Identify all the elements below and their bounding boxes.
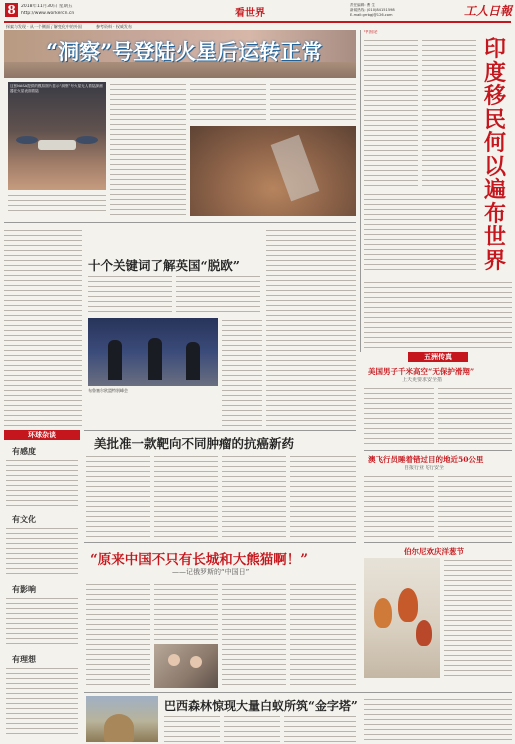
india-title-char: 以: [483, 153, 506, 180]
random-divider: [364, 542, 512, 543]
child-head-shape: [168, 654, 180, 666]
india-title-char: 世: [483, 224, 506, 250]
china-quote-subtitle: ——记俄罗斯的“中国日”: [172, 568, 250, 576]
cancer-col-3: [222, 454, 286, 538]
random-item-title: 澳飞行员睡着错过目的地近50公里: [368, 455, 484, 464]
sidebar-item-body: [6, 666, 78, 738]
quote-col-1: [86, 582, 150, 688]
right-col-divider: [360, 30, 361, 352]
cancer-col-4: [290, 454, 356, 538]
site-url[interactable]: http://www.workercn.cn: [21, 11, 75, 16]
onion-festival-photo: [364, 558, 440, 678]
quote-col-3: [222, 582, 286, 688]
brexit-intro-col: [4, 228, 82, 426]
main-story: [4, 30, 356, 220]
india-col-2: [422, 38, 476, 188]
bottom-col-1: [164, 714, 220, 742]
random-divider: [364, 450, 512, 451]
speaker-figure-shape: [108, 340, 122, 380]
sidebar-item-title: 有理想: [12, 654, 36, 664]
sidebar-item-body: [6, 596, 78, 648]
sidebar-item-body: [6, 526, 78, 578]
lander-photo-caption: 这张NASA提供的模拟图片显示“洞察”号火星无人着陆探测器在火星表面着陆: [10, 84, 103, 93]
india-title-char: 布: [483, 200, 506, 227]
cancer-col-2: [154, 454, 218, 538]
top-strip-right: 参考资料 · 权威发布: [96, 24, 132, 29]
china-quote-title: “原来中国不只有长城和大熊猫啊！”: [90, 552, 309, 568]
random-item-body: [438, 474, 512, 538]
page-header: [0, 0, 515, 20]
india-col-label: 中国论: [364, 30, 378, 35]
random-item-title: 伯尔尼欢庆洋葱节: [404, 547, 464, 556]
random-item-title: 美国男子千米高空“无保护滑翔”: [368, 367, 475, 376]
random-item-body: [444, 558, 512, 678]
bottom-title: 巴西森林惊现大量白蚁所筑“金字塔”: [164, 699, 358, 713]
random-header: 五洲传真: [408, 352, 468, 362]
speaker-figure-shape: [148, 338, 162, 380]
india-title-char: 印: [483, 36, 506, 62]
main-story-col-2: [190, 82, 266, 122]
masthead-logo: 工人日報: [463, 4, 512, 18]
india-title-char: 民: [483, 106, 506, 133]
sidebar-item-title: 有文化: [12, 514, 36, 524]
editor-line: 责任编辑: 曹 生: [350, 3, 376, 7]
onion-figure-shape: [398, 588, 418, 622]
termite-mound-photo: [86, 696, 158, 742]
eu-summit-caption: 布鲁塞尔欧盟特别峰会: [88, 388, 128, 393]
page-number: 8: [5, 3, 18, 17]
random-item-subtitle: 上天更要求安全措: [402, 377, 443, 383]
brexit-col-2: [88, 274, 172, 314]
solar-panel-left-shape: [16, 136, 38, 144]
india-title-char: 移: [483, 83, 506, 109]
lander-body-shape: [38, 140, 76, 150]
lander-arm-shape: [271, 135, 320, 202]
issue-date: 2018年11月30日 星期五: [21, 4, 73, 9]
random-news: [364, 352, 512, 680]
sidebar-item-title: 有感度: [12, 446, 36, 456]
india-vertical-title: [480, 38, 510, 274]
hotline: 新闻热线: (010)84151598: [350, 8, 395, 12]
india-title-char: 何: [483, 130, 506, 156]
section-title: 看世界: [235, 8, 265, 19]
sidebar-item-title: 有影响: [12, 584, 36, 594]
brexit-col-3: [176, 274, 260, 314]
random-item-subtitle: 自报行业飞行安全: [404, 465, 445, 471]
bottom-top-rule: [84, 692, 512, 693]
india-article: [364, 30, 512, 352]
sidebar-header: 环球杂谈: [4, 430, 80, 440]
mars-surface-photo: [190, 126, 356, 216]
solar-panel-right-shape: [76, 136, 98, 144]
sidebar-item-body: [6, 458, 78, 508]
brexit-col-5: [222, 318, 262, 426]
bottom-col-2: [224, 714, 280, 742]
random-item-body: [364, 474, 434, 538]
header-rule: [4, 21, 511, 23]
lander-illustration: [8, 82, 106, 190]
india-col-4: [364, 280, 512, 352]
brexit-col-4: [266, 228, 356, 426]
quote-top-rule: [84, 542, 356, 543]
brexit-title: 十个关键词了解英国“脱欧”: [88, 258, 240, 273]
eu-summit-photo: [88, 318, 218, 386]
main-story-title: “洞察”号登陆火星后运转正常: [46, 39, 323, 64]
random-item-body: [438, 386, 512, 446]
top-strip-left: 探索与发现 · 从一个侧面了解变化中的外国: [6, 24, 82, 29]
contact-email[interactable]: E-mail:grrbgj@126.com: [350, 13, 393, 17]
cancer-title: 美批准一款靶向不同肿瘤的抗癌新药: [94, 436, 295, 451]
speaker-figure-shape: [186, 342, 200, 380]
bottom-col-3: [284, 714, 356, 742]
main-story-col-1: [110, 82, 186, 216]
random-item-body: [364, 386, 434, 446]
bottom-col-4: [364, 697, 512, 742]
cancer-col-1: [86, 454, 150, 538]
main-story-col-3: [270, 82, 356, 122]
india-title-char: 度: [483, 59, 506, 86]
sidebar: [4, 430, 80, 740]
child-head-shape: [190, 656, 202, 668]
brexit-top-rule: [4, 222, 356, 223]
onion-figure-shape: [374, 598, 392, 628]
mound-shape: [104, 714, 134, 742]
cancer-top-rule: [84, 430, 356, 431]
russian-children-photo: [154, 644, 218, 688]
india-title-char: 界: [483, 247, 506, 274]
quote-col-4: [290, 582, 356, 688]
lander-caption-block: [8, 193, 106, 215]
india-title-char: 遍: [483, 177, 506, 203]
onion-figure-shape: [416, 620, 432, 646]
india-col-1: [364, 38, 418, 188]
mars-banner: [4, 30, 356, 78]
india-col-3: [364, 192, 476, 274]
